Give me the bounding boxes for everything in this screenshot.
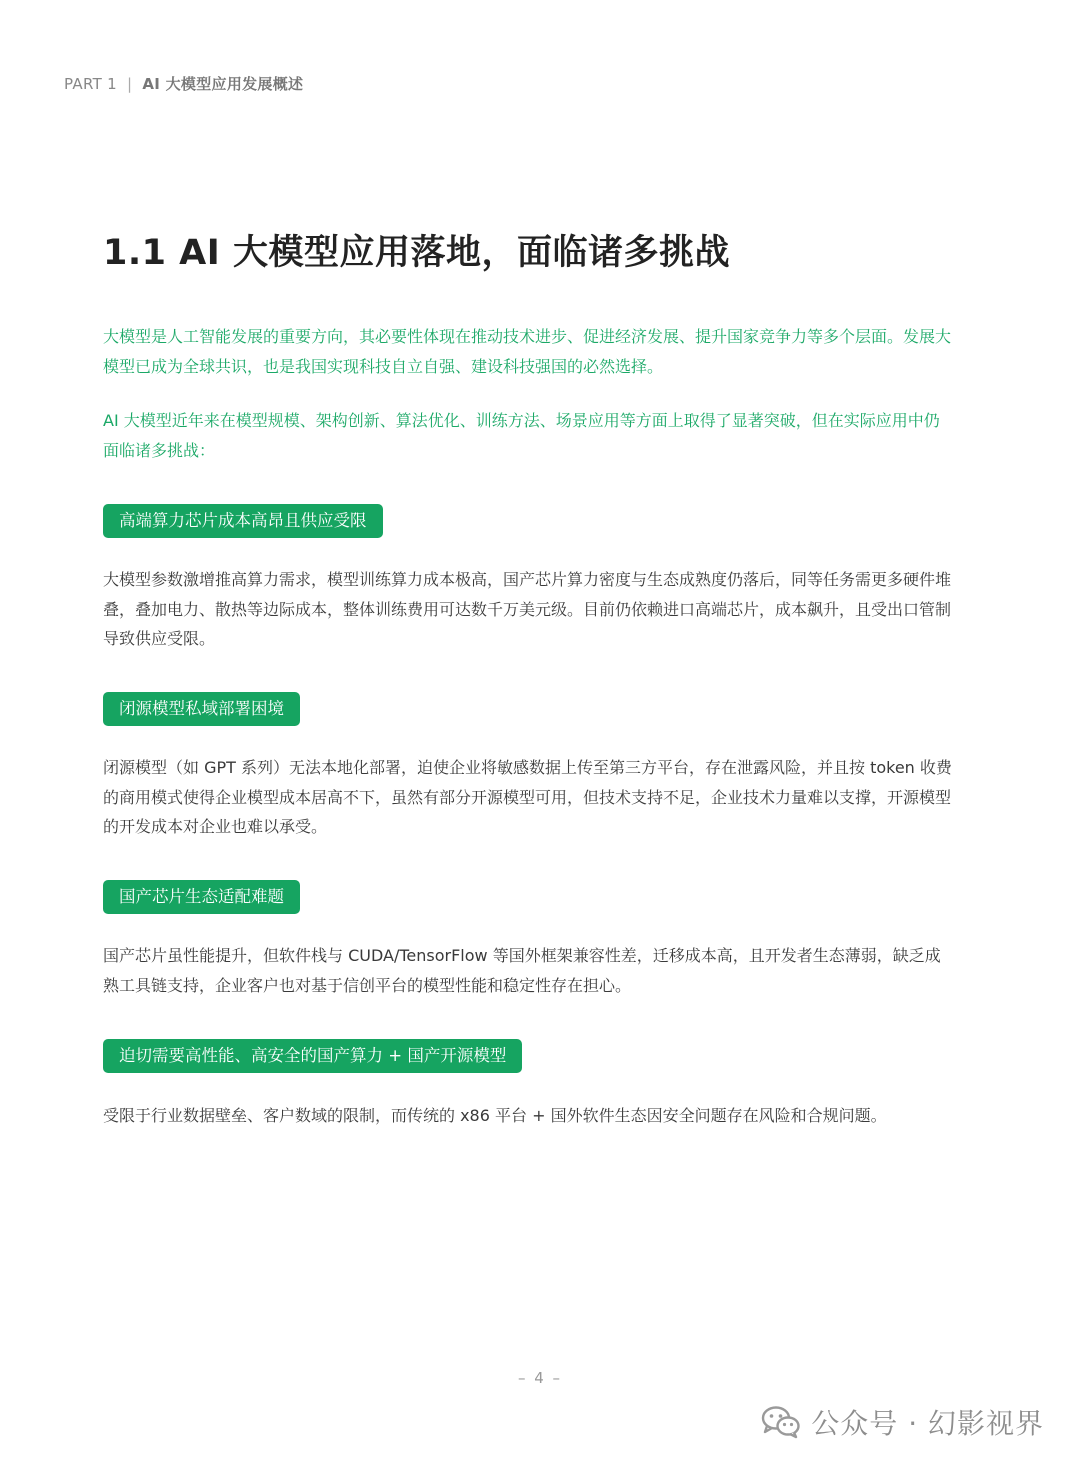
challenge-body-closed-source: 闭源模型（如 GPT 系列）无法本地化部署，迫使企业将敏感数据上传至第三方平台，存在泄露风险，并且按 token 收费的商用模式使得企业模型成本居高不下，虽然有部分开源模型可用，但技术支持不足，企业技术力量难以支撑，开源模型的开发成本对企业也难以承受。 <box>103 758 952 836</box>
header-section: AI 大模型应用发展概述 <box>142 75 304 93</box>
challenge-body-chip-cost: 大模型参数激增推高算力需求，模型训练算力成本极高，国产芯片算力密度与生态成熟度仍落后，同等任务需更多硬件堆叠，叠加电力、散热等边际成本，整体训练费用可达数千万美元级。目前仍依赖进口高端芯片，成本飙升，且受出口管制导致供应受限。 <box>103 570 952 648</box>
running-header <box>64 73 303 94</box>
challenge-tag-closed-source: 闭源模型私域部署困境 <box>103 692 300 726</box>
header-separator: | <box>126 75 133 93</box>
challenge-tag-ecosystem: 国产芯片生态适配难题 <box>103 880 300 914</box>
challenge-body-ecosystem: 国产芯片虽性能提升，但软件栈与 CUDA/TensorFlow 等国外框架兼容性差，迁移成本高，且开发者生态薄弱，缺乏成熟工具链支持，企业客户也对基于信创平台的模型性能和稳定性存在担心。 <box>103 946 941 995</box>
header-part: PART 1 <box>64 75 117 93</box>
intro-paragraph-1: 大模型是人工智能发展的重要方向，其必要性体现在推动技术进步、促进经济发展、提升国家竞争力等多个层面。发展大模型已成为全球共识，也是我国实现科技自立自强、建设科技强国的必然选择。 <box>103 327 952 376</box>
challenge-tag-domestic-compute: 迫切需要高性能、高安全的国产算力 + 国产开源模型 <box>103 1039 522 1073</box>
watermark <box>761 1402 1044 1442</box>
watermark-text: 公众号 · 幻影视界 <box>811 1407 1044 1440</box>
challenge-body-domestic-compute: 受限于行业数据壁垒、客户数域的限制，而传统的 x86 平台 + 国外软件生态因安全问题存在风险和合规问题。 <box>103 1106 887 1125</box>
page-number: – 4 – <box>517 1369 563 1387</box>
wechat-icon <box>761 1405 801 1439</box>
intro-paragraph-2: AI 大模型近年来在模型规模、架构创新、算法优化、训练方法、场景应用等方面上取得了显著突破，但在实际应用中仍面临诸多挑战： <box>103 411 940 460</box>
challenge-tag-chip-cost: 高端算力芯片成本高昂且供应受限 <box>103 504 383 538</box>
page-title: 1.1 AI 大模型应用落地，面临诸多挑战 <box>103 233 730 273</box>
